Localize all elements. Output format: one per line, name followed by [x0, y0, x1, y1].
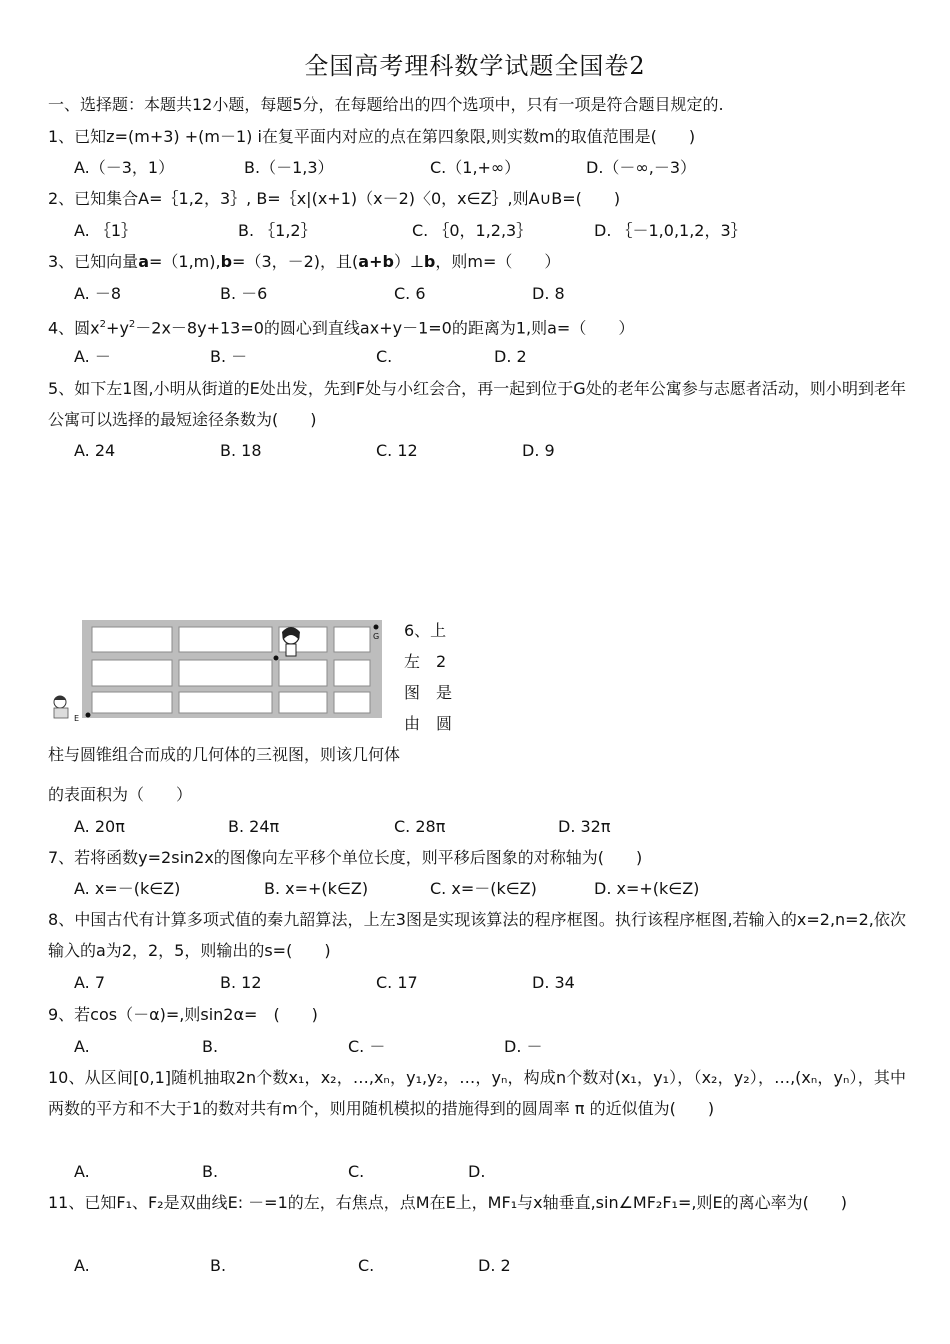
- option-a: A.: [74, 1037, 90, 1056]
- option-c: C. 12: [376, 441, 418, 460]
- option-c: C. x=－(k∈Z): [430, 879, 537, 898]
- option-c: C. 28π: [394, 817, 446, 836]
- option-c: C. －: [348, 1037, 386, 1056]
- label-e: E: [74, 714, 80, 723]
- option-d: D. 2: [478, 1256, 511, 1275]
- option-b: B.: [202, 1162, 219, 1181]
- option-a: A. －: [74, 347, 111, 366]
- question-4-text: 4、圆$x^2+y^2-2x-8y+13=0$的圆心到直线ax+y－1=0的距离为1,则a=（ ）: [48, 318, 635, 338]
- option-c: C. ｛0，1,2,3｝: [412, 221, 533, 240]
- question-1-text: 1、已知z=(m+3) +(m－1) i在复平面内对应的点在第四象限,则实数m的取值范围是( ): [48, 127, 696, 146]
- option-d: D.: [468, 1162, 486, 1181]
- question-3-text: 3、已知向量a=（1,m),b=（3，－2)，且(a+b）⊥b，则m=（ ）: [48, 252, 561, 271]
- option-b: B. x=+(k∈Z): [264, 879, 369, 898]
- option-a: A.: [74, 1162, 90, 1181]
- question-6-side-4: 由 圆: [404, 714, 453, 733]
- question-7-text: 7、若将函数y=2sin2x的图像向左平移个单位长度，则平移后图象的对称轴为( ): [48, 848, 643, 867]
- option-c: C.: [348, 1162, 365, 1181]
- option-a: A. 24: [74, 441, 116, 460]
- question-9-options: [74, 1036, 874, 1058]
- question-6-side-3: 图 是: [404, 683, 453, 702]
- option-c: C. 6: [394, 284, 426, 303]
- question-2-text: 2、已知集合A=｛1,2，3｝, B=｛x|(x+1)（x－2)〈0，x∈Z｝,则A∪B=( ): [48, 189, 621, 208]
- option-b: B.: [202, 1037, 219, 1056]
- option-c: C.: [358, 1256, 375, 1275]
- option-d: D. x=+(k∈Z): [594, 879, 700, 898]
- label-g: G: [373, 632, 380, 641]
- point-g: [374, 625, 379, 630]
- option-a: A. x=－(k∈Z): [74, 879, 181, 898]
- option-c: C. 17: [376, 973, 418, 992]
- question-6-side-1: 6、上: [404, 621, 447, 640]
- option-a: A. 20π: [74, 817, 125, 836]
- option-a: A.（－3，1）: [74, 158, 175, 177]
- option-b: B. －: [210, 347, 248, 366]
- option-b: B.: [210, 1256, 227, 1275]
- option-d: D. 32π: [558, 817, 611, 836]
- question-9-text: 9、若cos（－α)=,则sin2α= ( ): [48, 1005, 318, 1024]
- section-heading: 一、选择题：本题共12小题，每题5分，在每题给出的四个选项中，只有一项是符合题目规定的.: [48, 95, 724, 114]
- question-6-side-2: 左 2: [404, 652, 447, 671]
- option-b: B. 12: [220, 973, 262, 992]
- point-e: [86, 713, 91, 718]
- question-5-options: [74, 440, 874, 462]
- question-10-text: 10、从区间[0,1]随机抽取2n个数x₁，x₂，…,xₙ，y₁,y₂，…，yₙ，构成n个数对(x₁，y₁），（x₂，y₂），…,(xₙ，yₙ），其中两数的平方和不大于1的数对共有m个，则用随机模拟的措施得到的圆周率 π 的近似值为( ): [48, 1068, 906, 1118]
- question-3-options: [74, 283, 874, 305]
- question-8-text: 8、中国古代有计算多项式值的秦九韶算法，上左3图是实现该算法的程序框图。执行该程序框图,若输入的x=2,n=2,依次输入的a为2，2，5，则输出的s=( ): [48, 910, 906, 960]
- option-d: D. ｛－1,0,1,2，3｝: [594, 221, 747, 240]
- option-b: B. 24π: [228, 817, 280, 836]
- option-d: D. －: [504, 1037, 543, 1056]
- option-b: B. －6: [220, 284, 268, 303]
- question-8-options: [74, 972, 874, 994]
- option-d: D. 34: [532, 973, 575, 992]
- option-a: A.: [74, 1256, 90, 1275]
- question-11-text: 11、已知F₁、F₂是双曲线E: －=1的左，右焦点，点M在E上，MF₁与x轴垂直,sin∠MF₂F₁=,则E的离心率为( ): [48, 1193, 848, 1212]
- question-10-options: [74, 1161, 874, 1183]
- option-c: C.（1,+∞）: [430, 158, 521, 177]
- option-b: B. ｛1,2｝: [238, 221, 317, 240]
- option-d: D.（－∞,－3）: [586, 158, 697, 177]
- question-4-options: [74, 346, 874, 368]
- option-d: D. 9: [522, 441, 555, 460]
- option-a: A. 7: [74, 973, 106, 992]
- boy-icon: [54, 696, 68, 718]
- point-f: [274, 656, 279, 661]
- option-b: B.（－1,3）: [244, 158, 334, 177]
- option-a: A. ｛1｝: [74, 221, 138, 240]
- option-d: D. 8: [532, 284, 565, 303]
- option-a: A. －8: [74, 284, 122, 303]
- question-6-text-2: 的表面积为（ ）: [48, 785, 193, 804]
- street-grid-figure: [46, 618, 390, 726]
- question-2-options: [74, 220, 874, 242]
- question-1-options: [74, 157, 874, 179]
- option-d: D. 2: [494, 347, 527, 366]
- question-6-text-1: 柱与圆锥组合而成的几何体的三视图，则该几何体: [48, 745, 401, 764]
- question-11-options: [74, 1255, 874, 1277]
- option-b: B. 18: [220, 441, 262, 460]
- page-title: 全国高考理科数学试题全国卷2: [304, 52, 646, 80]
- option-c: C.: [376, 347, 393, 366]
- question-7-options: [74, 878, 874, 900]
- question-5-text: 5、如下左1图,小明从街道的E处出发，先到F处与小红会合，再一起到位于G处的老年公寓参与志愿者活动，则小明到老年公寓可以选择的最短途径条数为( ): [48, 379, 906, 429]
- question-6-options: [74, 816, 874, 838]
